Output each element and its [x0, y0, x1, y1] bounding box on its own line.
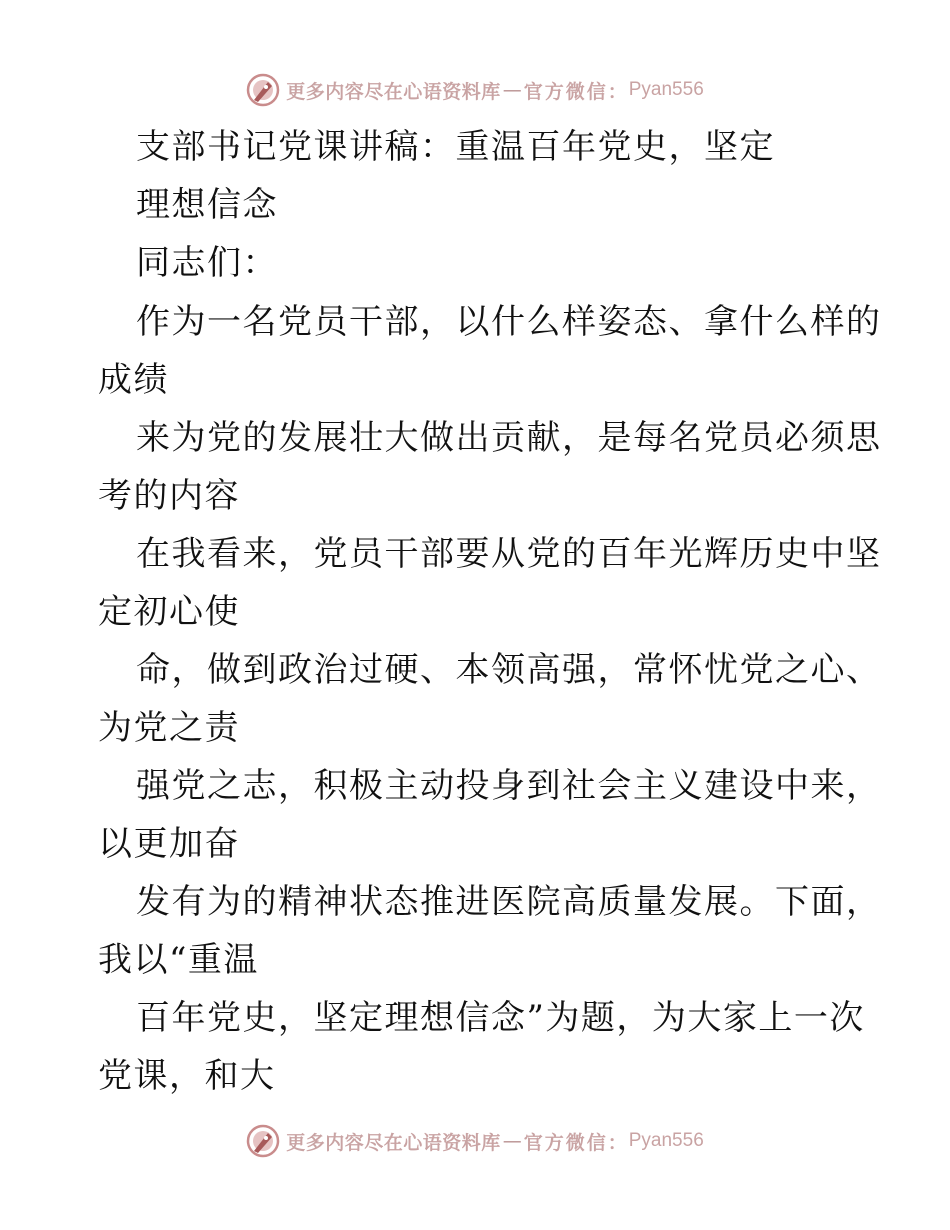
paragraph-line: 我以“重温: [98, 940, 259, 980]
watermark-brand: 更多内容尽在心语资料库: [286, 80, 501, 103]
watermark-dash: —: [502, 1130, 522, 1152]
paragraph-line: 定初心使: [98, 592, 240, 632]
paragraph-line: 成绩: [98, 360, 169, 400]
paragraph-line: 作为一名党员干部，以什么样姿态、拿什么样的: [136, 302, 882, 342]
salutation: 同志们：: [136, 243, 278, 283]
paragraph-line: 来为党的发展壮大做出贡献，是每名党员必须思: [136, 418, 882, 458]
paragraph-line: 发有为的精神状态推进医院高质量发展。下面，: [136, 882, 882, 922]
watermark-wechat-label: 官方微信：: [523, 80, 629, 103]
pen-nib-logo-icon: [246, 1124, 280, 1158]
watermark-dash: —: [502, 79, 522, 101]
watermark-wechat-label: 官方微信：: [523, 1131, 629, 1154]
title-line-2: 理想信念: [136, 185, 278, 225]
paragraph-line: 考的内容: [98, 476, 240, 516]
watermark-brand: 更多内容尽在心语资料库: [286, 1131, 501, 1154]
title-line-1: 支部书记党课讲稿：重温百年党史，坚定: [136, 127, 775, 167]
paragraph-line: 党课，和大: [98, 1056, 276, 1096]
watermark-wechat-id: Pyan556: [628, 1130, 704, 1151]
paragraph-line: 以更加奋: [98, 824, 240, 864]
paragraph-line: 在我看来，党员干部要从党的百年光辉历史中坚: [136, 534, 882, 574]
footer-watermark: [0, 1121, 950, 1161]
paragraph-line: 百年党史，坚定理想信念”为题，为大家上一次: [136, 998, 865, 1038]
paragraph-line: 强党之志，积极主动投身到社会主义建设中来，: [136, 766, 882, 806]
paragraph-line: 命，做到政治过硬、本领高强，常怀忧党之心、: [136, 650, 882, 690]
paragraph-line: 为党之责: [98, 708, 240, 748]
watermark-wechat-id: Pyan556: [628, 79, 704, 100]
